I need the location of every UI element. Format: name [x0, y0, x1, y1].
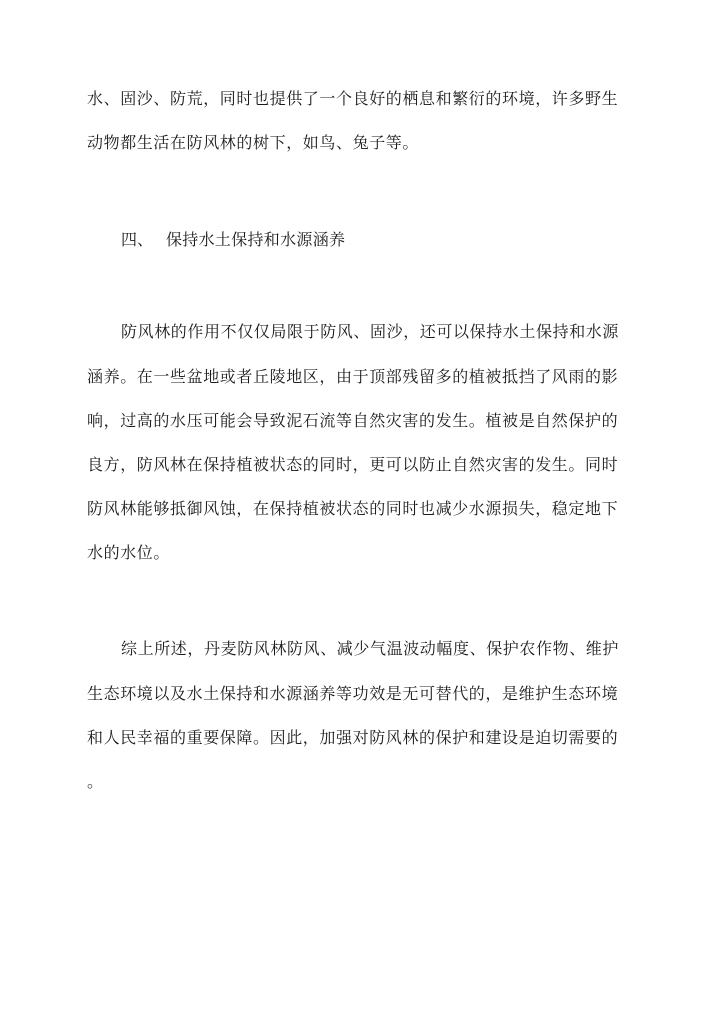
- paragraph-line: 和人民幸福的重要保障。因此，加强对防风林的保护和建设是迫切需要的: [87, 728, 619, 747]
- paragraph-line: 响，过高的水压可能会导致泥石流等自然灾害的发生。植被是自然保护的: [87, 411, 619, 430]
- paragraph-line: 涵养。在一些盆地或者丘陵地区，由于顶部残留多的植被抵挡了风雨的影: [87, 367, 619, 386]
- section-title: 保持水土保持和水源涵养: [166, 230, 346, 249]
- paragraph-line: 防风林能够抵御风蚀，在保持植被状态的同时也减少水源损失，稳定地下: [87, 499, 619, 518]
- paragraph-line: 防风林的作用不仅仅局限于防风、固沙，还可以保持水土保持和水源: [121, 322, 620, 341]
- paragraph-line: 水的水位。: [87, 543, 171, 562]
- paragraph-line: 综上所述，丹麦防风林防风、减少气温波动幅度、保护农作物、维护: [121, 639, 620, 658]
- paragraph-line: 动物都生活在防风林的树下，如鸟、兔子等。: [87, 133, 420, 152]
- paragraph-line: 良方，防风林在保持植被状态的同时，更可以防止自然灾害的发生。同时: [87, 455, 619, 474]
- paragraph-line: 水、固沙、防荒，同时也提供了一个良好的栖息和繁衍的环境，许多野生: [87, 89, 619, 108]
- paragraph-line: 。: [87, 772, 104, 791]
- paragraph-line: 生态环境以及水土保持和水源涵养等功效是无可替代的，是维护生态环境: [87, 684, 619, 703]
- section-number: 四、: [121, 230, 154, 249]
